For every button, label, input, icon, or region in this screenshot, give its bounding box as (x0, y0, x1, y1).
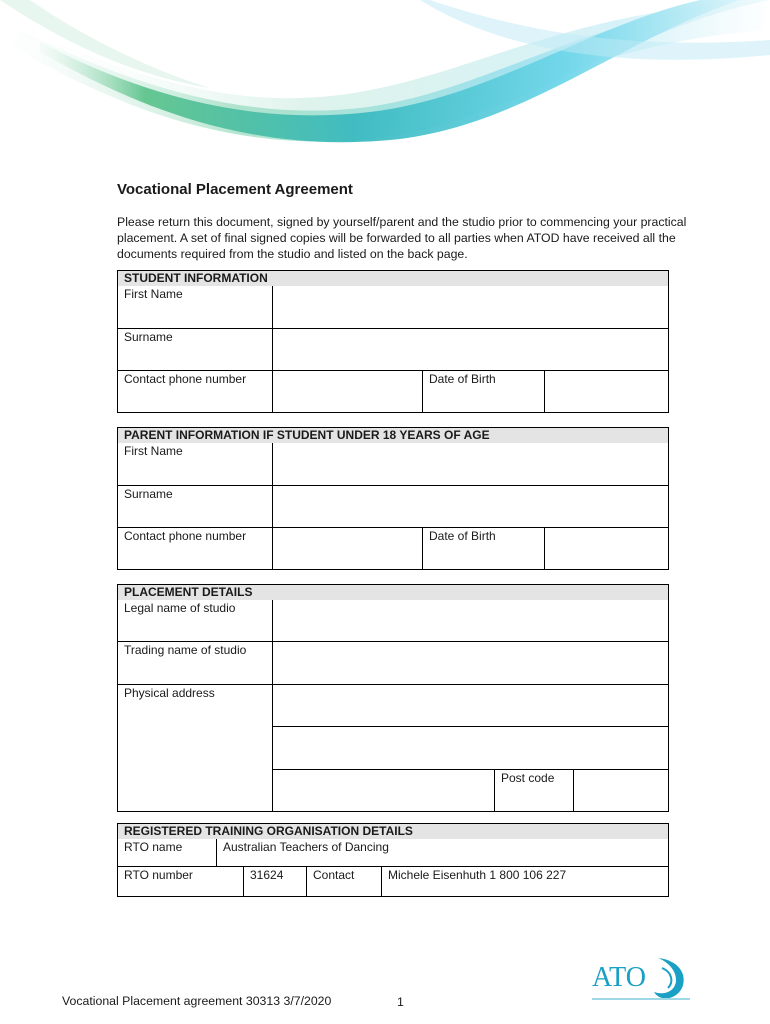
rto-number-label: RTO number (118, 867, 244, 897)
student-dob-field[interactable] (545, 371, 669, 413)
student-first-name-field[interactable] (273, 286, 669, 329)
footer-document-reference: Vocational Placement agreement 30313 3/7/2020 (62, 994, 332, 1008)
student-dob-label: Date of Birth (423, 371, 545, 413)
rto-section-header: REGISTERED TRAINING ORGANISATION DETAILS (118, 824, 669, 839)
parent-surname-label: Surname (118, 486, 273, 528)
student-first-name-label: First Name (118, 286, 273, 329)
parent-first-name-label: First Name (118, 443, 273, 486)
trading-name-label: Trading name of studio (118, 642, 273, 685)
parent-first-name-field[interactable] (273, 443, 669, 486)
rto-name-value: Australian Teachers of Dancing (217, 839, 669, 867)
rto-name-label: RTO name (118, 839, 217, 867)
post-code-label: Post code (495, 770, 574, 812)
rto-contact-label: Contact (307, 867, 382, 897)
atod-logo (586, 946, 696, 1010)
parent-information-table (117, 427, 669, 570)
parent-phone-field[interactable] (273, 528, 423, 570)
student-surname-label: Surname (118, 329, 273, 371)
parent-section-header: PARENT INFORMATION IF STUDENT UNDER 18 YEARS OF AGE (118, 428, 669, 443)
logo-text: ATO (592, 962, 646, 993)
parent-surname-field[interactable] (273, 486, 669, 528)
parent-dob-field[interactable] (545, 528, 669, 570)
address-line-3-field[interactable] (273, 770, 495, 812)
student-surname-field[interactable] (273, 329, 669, 371)
address-line-2-field[interactable] (273, 727, 669, 770)
placement-section-header: PLACEMENT DETAILS (118, 585, 669, 600)
student-phone-field[interactable] (273, 371, 423, 413)
physical-address-label: Physical address (118, 685, 273, 812)
footer-page-number: 1 (397, 995, 404, 1009)
intro-paragraph: Please return this document, signed by yourself/parent and the studio prior to commencing your practical placement. A set of final signed copies will be forwarded to all parties when ATOD have received all the documents required from the studio and listed on the back page. (117, 215, 687, 261)
legal-name-label: Legal name of studio (118, 600, 273, 642)
legal-name-field[interactable] (273, 600, 669, 642)
parent-phone-label: Contact phone number (118, 528, 273, 570)
trading-name-field[interactable] (273, 642, 669, 685)
rto-details-table (117, 823, 669, 897)
rto-contact-value: Michele Eisenhuth 1 800 106 227 (382, 867, 669, 897)
page-title: Vocational Placement Agreement (117, 181, 353, 198)
address-line-1-field[interactable] (273, 685, 669, 727)
placement-details-table (117, 584, 669, 812)
post-code-field[interactable] (574, 770, 669, 812)
student-information-table (117, 270, 669, 413)
student-phone-label: Contact phone number (118, 371, 273, 413)
student-section-header: STUDENT INFORMATION (118, 271, 669, 286)
rto-number-value: 31624 (244, 867, 307, 897)
parent-dob-label: Date of Birth (423, 528, 545, 570)
header-swoosh-graphic (0, 0, 770, 185)
